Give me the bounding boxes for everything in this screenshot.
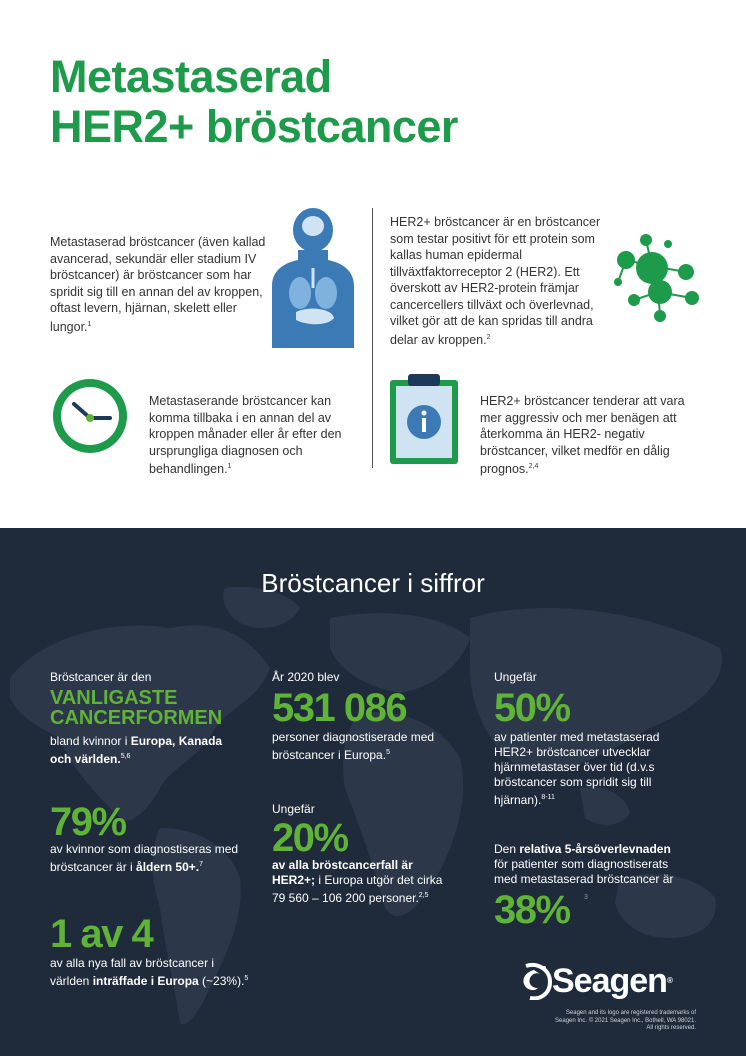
her2share-stat: 20% xyxy=(272,816,348,860)
human-body-icon xyxy=(268,208,358,348)
vertical-divider xyxy=(372,208,373,468)
common-pre: Bröstcancer är den xyxy=(50,670,152,684)
count-text: personer diagnostiserade med bröstcancer i Europa.$^5$ xyxy=(272,730,435,762)
ratio-stat: 1 av 4 xyxy=(50,912,153,956)
brain-stat: 50% xyxy=(494,686,570,730)
brain-pre: Ungefär xyxy=(494,670,537,684)
clock-icon xyxy=(50,376,130,456)
page-title: Metastaserad HER2+ bröstcancer xyxy=(50,51,458,152)
survival-ref: 3 xyxy=(584,894,588,901)
age-text: av kvinnor som diagnostiseras med bröstcancer är i åldern 50+.$^7$ xyxy=(50,842,239,874)
brain-text: av patienter med metastaserad HER2+ bröstcancer utvecklar hjärnmetastaser över tid (d.v.s bröstcancer som spridit sig till hjärnan).$^{8-11}$ xyxy=(494,730,660,807)
survival-text: Den relativa 5-årsöverlevnaden för patienter som diagnostiserats med metastaserad bröstcancer är xyxy=(494,842,674,886)
seagen-logo: Seagen® xyxy=(552,962,672,1000)
age-stat: 79% xyxy=(50,800,126,844)
seagen-logo-mark-icon xyxy=(518,962,552,1000)
survival-stat: 38% xyxy=(494,888,570,932)
common-big-1: VANLIGASTE xyxy=(50,687,178,709)
statistics-section xyxy=(0,528,746,1056)
recurrence-text: Metastaserande bröstcancer kan komma tillbaka i en annan del av kroppen månader eller år efter den ursprungliga diagnosen och behandlingen.$^1$ xyxy=(149,394,342,477)
clipboard-info-icon xyxy=(388,372,460,466)
ratio-text: av alla nya fall av bröstcancer i världen inträffade i Europa (~23%).$^5$ xyxy=(50,956,249,988)
her2share-pre: Ungefär xyxy=(272,802,315,816)
metastatic-definition: Metastaserad bröstcancer (även kallad avancerad, sekundär eller stadium IV bröstcancer) är bröstcancer som har spridit sig till en annan del av kroppen, oftast levern, hjärnan, skelett eller lungor.$^1$ xyxy=(50,235,266,334)
aggressive-text: HER2+ bröstcancer tenderar att vara mer aggressiv och mer benägen att återkomma än HER2- negativ bröstcancer, vilket medför en dålig prognos.$^{2,4}$ xyxy=(480,394,685,477)
common-big-2: CANCERFORMEN xyxy=(50,707,223,729)
cancer-cells-icon xyxy=(606,232,702,324)
count-pre: År 2020 blev xyxy=(272,670,340,684)
her2share-text: av alla bröstcancerfall är HER2+; i Europa utgör det cirka 79 560 – 106 200 personer.$^{2,5}$ xyxy=(272,858,443,905)
common-text: bland kvinnor i Europa, Kanada och världen.$^{5,6}$ xyxy=(50,734,223,766)
her2-definition: HER2+ bröstcancer är en bröstcancer som testar positivt för ett protein som kallas human epidermal tillväxtfaktorreceptor 2 (HER2). Ett överskott av HER2-protein främjar cancercellers tillväxt och överlevnad, vilket gör att de kan spridas till andra delar av kroppen.$^2$ xyxy=(390,215,601,347)
legal-text: Seagen and its logo are registered trademarks of Seagen Inc. © 2021 Seagen Inc., Bothell, WA 98021. All rights reserved. xyxy=(555,1010,696,1031)
count-stat: 531 086 xyxy=(272,686,407,730)
section-title: Bröstcancer i siffror xyxy=(261,568,485,598)
